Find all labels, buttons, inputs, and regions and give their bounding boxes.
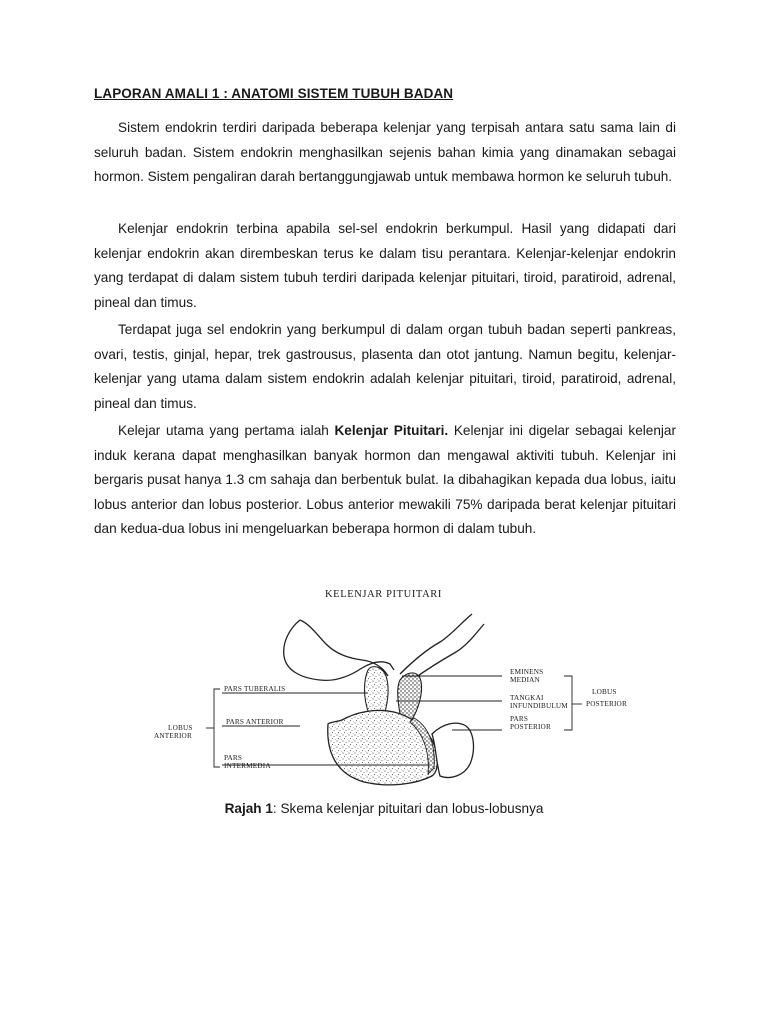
figure-caption-number: Rajah 1 [224,801,273,816]
label-lobus-posterior-1: LOBUS [592,688,617,696]
paragraph-intro: Sistem endokrin terdiri daripada beberapa kelenjar yang terpisah antara satu sama lain di seluruh badan. Sistem endokrin menghasilkan sejenis bahan kimia yang dinamakan sebagai hormon. Sistem pengaliran darah bertanggungjawab untuk membawa hormon ke seluruh tubuh. [94,120,676,185]
paragraph-pituitary-body: Kelenjar ini digelar sebagai kelenjar induk kerana dapat menghasilkan banyak hormon dan mengawal aktiviti tubuh. Kelenjar ini bergaris pusat hanya 1.3 cm sahaja dan berbentuk bulat. Ia dibahagikan kepada dua lobus, iaitu lobus anterior dan lobus posterior. Lobus anterior mewakili 75% daripada berat kelenjar pituitari dan kedua-dua lobus ini mengeluarkan beberapa hormon di dalam tubuh. [94,423,677,537]
paragraph-pituitary-lead: Kelejar utama yang pertama ialah [118,423,335,438]
hypothalamus-right-inner [412,624,484,680]
pituitary-diagram [150,584,690,794]
paragraph-endocrine-glands: Kelenjar endokrin terbina apabila sel-sel endokrin berkumpul. Hasil yang didapati dari kelenjar endokrin akan dirembeskan terus ke dalam tisu perantara. Kelenjar-kelenjar endokrin yang terdapat di dalam sistem tubuh terdiri daripada kelenjar pituitari, tiroid, paratiroid, adrenal, pineal dan timus. [94,221,676,310]
label-lobus-anterior-1: LOBUS [168,724,193,732]
label-eminens-median-2: MEDIAN [510,676,540,684]
label-lobus-posterior-2: POSTERIOR [586,700,627,708]
label-pars-tuberalis: PARS TUBERALIS [224,685,286,693]
label-pars-posterior-2: POSTERIOR [510,723,551,731]
pars-posterior-shape [432,723,473,777]
label-pars-posterior-1: PARS [510,715,529,723]
paragraph-endocrine-cells: Terdapat juga sel endokrin yang berkumpul di dalam organ tubuh badan seperti pankreas, ovari, testis, ginjal, hepar, trek gastrousus, plasenta dan otot jantung. Namun begitu, kelenjar-kelenjar yang utama dalam sistem endokrin adalah kelenjar pituitari, tiroid, paratiroid, adrenal, pineal dan timus. [94,322,676,411]
page-title: LAPORAN AMALI 1 : ANATOMI SISTEM TUBUH BADAN [94,86,454,101]
pars-anterior-shape [328,710,438,784]
label-pars-anterior: PARS ANTERIOR [226,718,284,726]
label-eminens-median-1: EMINENS [510,668,544,676]
label-pars-intermedia-1: PARS [224,754,243,762]
hypothalamus-right-outline [400,614,472,674]
label-tangkai-1: TANGKAI [510,694,544,702]
paragraph-pituitary [94,419,676,542]
paragraph-pituitary-bold: Kelenjar Pituitari. [334,423,449,438]
pituitary-diagram-svg [150,584,690,794]
label-pars-intermedia-2: INTERMEDIA [224,762,271,770]
diagram-title: KELENJAR PITUITARI [325,589,442,600]
figure-caption-text: : Skema kelenjar pituitari dan lobus-lobusnya [272,801,544,816]
label-lobus-anterior-2: ANTERIOR [154,732,192,740]
label-tangkai-2: INFUNDIBULUM [510,702,568,710]
figure-caption [0,801,768,816]
